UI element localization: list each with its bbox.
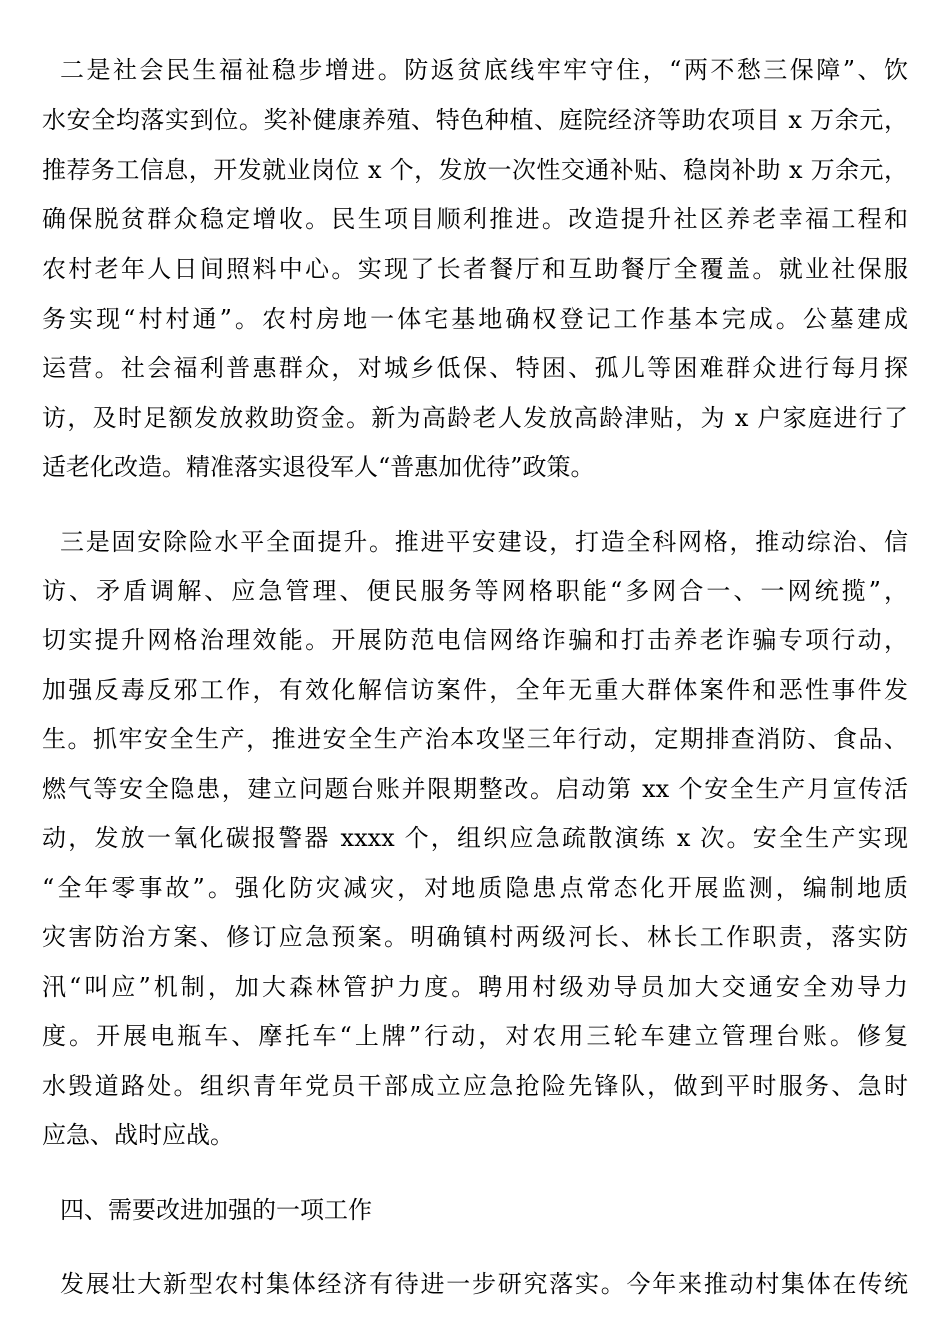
paragraph-3-line: 度。开展电瓶车、摩托车“上牌”行动，对农用三轮车建立管理台账。修复	[42, 1022, 908, 1050]
section-heading: 四、需要改进加强的一项工作	[60, 1196, 372, 1224]
paragraph-3-line: 动，发放一氧化碳报警器 xxxx 个，组织应急疏散演练 x 次。安全生产实现	[42, 824, 908, 852]
paragraph-3-line: 三是固安除险水平全面提升。推进平安建设，打造全科网格，推动综治、信	[60, 528, 908, 556]
paragraph-2-line: 适老化改造。精准落实退役军人“普惠加优待”政策。	[42, 453, 595, 481]
paragraph-2-line: 二是社会民生福祉稳步增进。防返贫底线牢牢守住，“两不愁三保障”、饮	[60, 56, 908, 84]
paragraph-3-line: 切实提升网格治理效能。开展防范电信网络诈骗和打击养老诈骗专项行动，	[42, 626, 908, 654]
paragraph-2-line: 务实现“村村通”。农村房地一体宅基地确权登记工作基本完成。公墓建成	[42, 305, 908, 333]
paragraph-3-line: 汛“叫应”机制，加大森林管护力度。聘用村级劝导员加大交通安全劝导力	[42, 973, 908, 1001]
paragraph-2-line: 确保脱贫群众稳定增收。民生项目顺利推进。改造提升社区养老幸福工程和	[42, 205, 908, 233]
paragraph-3-line: “全年零事故”。强化防灾减灾，对地质隐患点常态化开展监测，编制地质	[42, 874, 908, 902]
paragraph-3-line: 生。抓牢安全生产，推进安全生产治本攻坚三年行动，定期排查消防、食品、	[42, 725, 908, 753]
paragraph-2-line: 推荐务工信息，开发就业岗位 x 个，发放一次性交通补贴、稳岗补助 x 万余元，	[42, 156, 908, 184]
paragraph-2-line: 水安全均落实到位。奖补健康养殖、特色种植、庭院经济等助农项目 x 万余元，	[42, 106, 908, 134]
paragraph-2-line: 运营。社会福利普惠群众，对城乡低保、特困、孤儿等困难群众进行每月探	[42, 354, 908, 382]
paragraph-3-line: 访、矛盾调解、应急管理、便民服务等网格职能“多网合一、一网统揽”，	[42, 577, 908, 605]
paragraph-2-line: 农村老年人日间照料中心。实现了长者餐厅和互助餐厅全覆盖。就业社保服	[42, 255, 908, 283]
paragraph-3-line: 应急、战时应战。	[42, 1121, 234, 1149]
paragraph-3-line: 加强反毒反邪工作，有效化解信访案件，全年无重大群体案件和恶性事件发	[42, 676, 908, 704]
paragraph-3-line: 灾害防治方案、修订应急预案。明确镇村两级河长、林长工作职责，落实防	[42, 923, 908, 951]
paragraph-2-line: 访，及时足额发放救助资金。新为高龄老人发放高龄津贴，为 x 户家庭进行了	[42, 404, 908, 432]
paragraph-3-line: 燃气等安全隐患，建立问题台账并限期整改。启动第 xx 个安全生产月宣传活	[42, 775, 908, 803]
paragraph-3-line: 水毁道路处。组织青年党员干部成立应急抢险先锋队，做到平时服务、急时	[42, 1072, 908, 1100]
paragraph-4-line: 发展壮大新型农村集体经济有待进一步研究落实。今年来推动村集体在传统	[60, 1270, 908, 1298]
